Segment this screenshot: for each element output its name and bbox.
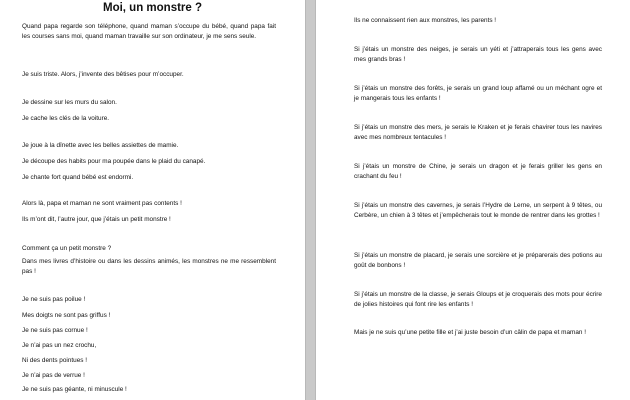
- paragraph: Je n’ai pas un nez crochu,: [22, 342, 97, 349]
- paragraph: Ni des dents pointues !: [22, 357, 88, 364]
- paragraph: Si j’étais un monstre des cavernes, je serais l’Hydre de Lerne, un serpent à 9 têtes, ou Cerbère, un chien à 3 têtes et j’empêcherais tout le monde de rentrer dans les grottes !: [354, 202, 602, 220]
- paragraph: Si j’étais un monstre de placard, je serais une sorcière et je préparerais des potions au goût de bonbons !: [354, 252, 602, 270]
- paragraph: Dans mes livres d’histoire ou dans les dessins animés, les monstres ne me ressemblent pas !: [22, 258, 276, 276]
- left-page: [0, 0, 305, 400]
- paragraph: Je n’ai pas de verrue !: [22, 372, 85, 379]
- right-page: [316, 0, 630, 400]
- paragraph: Si j’étais un monstre des mers, je serais le Kraken et je ferais chavirer tous les navires avec mes nombreux tentacules !: [354, 124, 602, 142]
- paragraph: Comment ça un petit monstre ?: [22, 245, 112, 252]
- paragraph: Mais je ne suis qu’une petite fille et j’ai juste besoin d’un câlin de papa et maman !: [354, 329, 586, 336]
- paragraph: Je chante fort quand bébé est endormi.: [22, 174, 134, 181]
- paragraph: Si j’étais un monstre de Chine, je serais un dragon et je ferais griller les gens en crachant du feu !: [354, 163, 602, 181]
- paragraph: Si j’étais un monstre de la classe, je serais Gloups et je croquerais des mots pour écrire de jolies histoires qui font rire les enfants !: [354, 291, 602, 309]
- paragraph: Je cache les clés de la voiture.: [22, 115, 110, 122]
- paragraph: Si j’étais un monstre des forêts, je serais un grand loup affamé ou un méchant ogre et je mangerais tous les enfants !: [354, 85, 602, 103]
- paragraph: Je joue à la dînette avec les belles assiettes de mamie.: [22, 142, 179, 149]
- paragraph: Alors là, papa et maman ne sont vraiment pas contents !: [22, 200, 182, 207]
- paragraph: Mes doigts ne sont pas griffus !: [22, 312, 111, 319]
- paragraph: Ils m’ont dit, l’autre jour, que j’étais un petit monstre !: [22, 216, 171, 223]
- paragraph: Je ne suis pas cornue !: [22, 327, 88, 334]
- paragraph: Je dessine sur les murs du salon.: [22, 99, 117, 106]
- paragraph: Ils ne connaissent rien aux monstres, les parents !: [354, 17, 497, 24]
- paragraph: Si j’étais un monstre des neiges, je serais un yéti et j’attraperais tous les gens avec mes grands bras !: [354, 46, 602, 64]
- paragraph: Je ne suis pas géante, ni minuscule !: [22, 386, 127, 393]
- document-title: Moi, un monstre ?: [102, 2, 203, 14]
- paragraph: Quand papa regarde son téléphone, quand maman s’occupe du bébé, quand papa fait les courses sans moi, quand maman travaille sur son ordinateur, je me sens seule.: [22, 23, 276, 41]
- paragraph: Je suis triste. Alors, j’invente des bêtises pour m’occuper.: [22, 71, 184, 78]
- paragraph: Je découpe des habits pour ma poupée dans le plaid du canapé.: [22, 158, 206, 165]
- paragraph: Je ne suis pas poilue !: [22, 296, 86, 303]
